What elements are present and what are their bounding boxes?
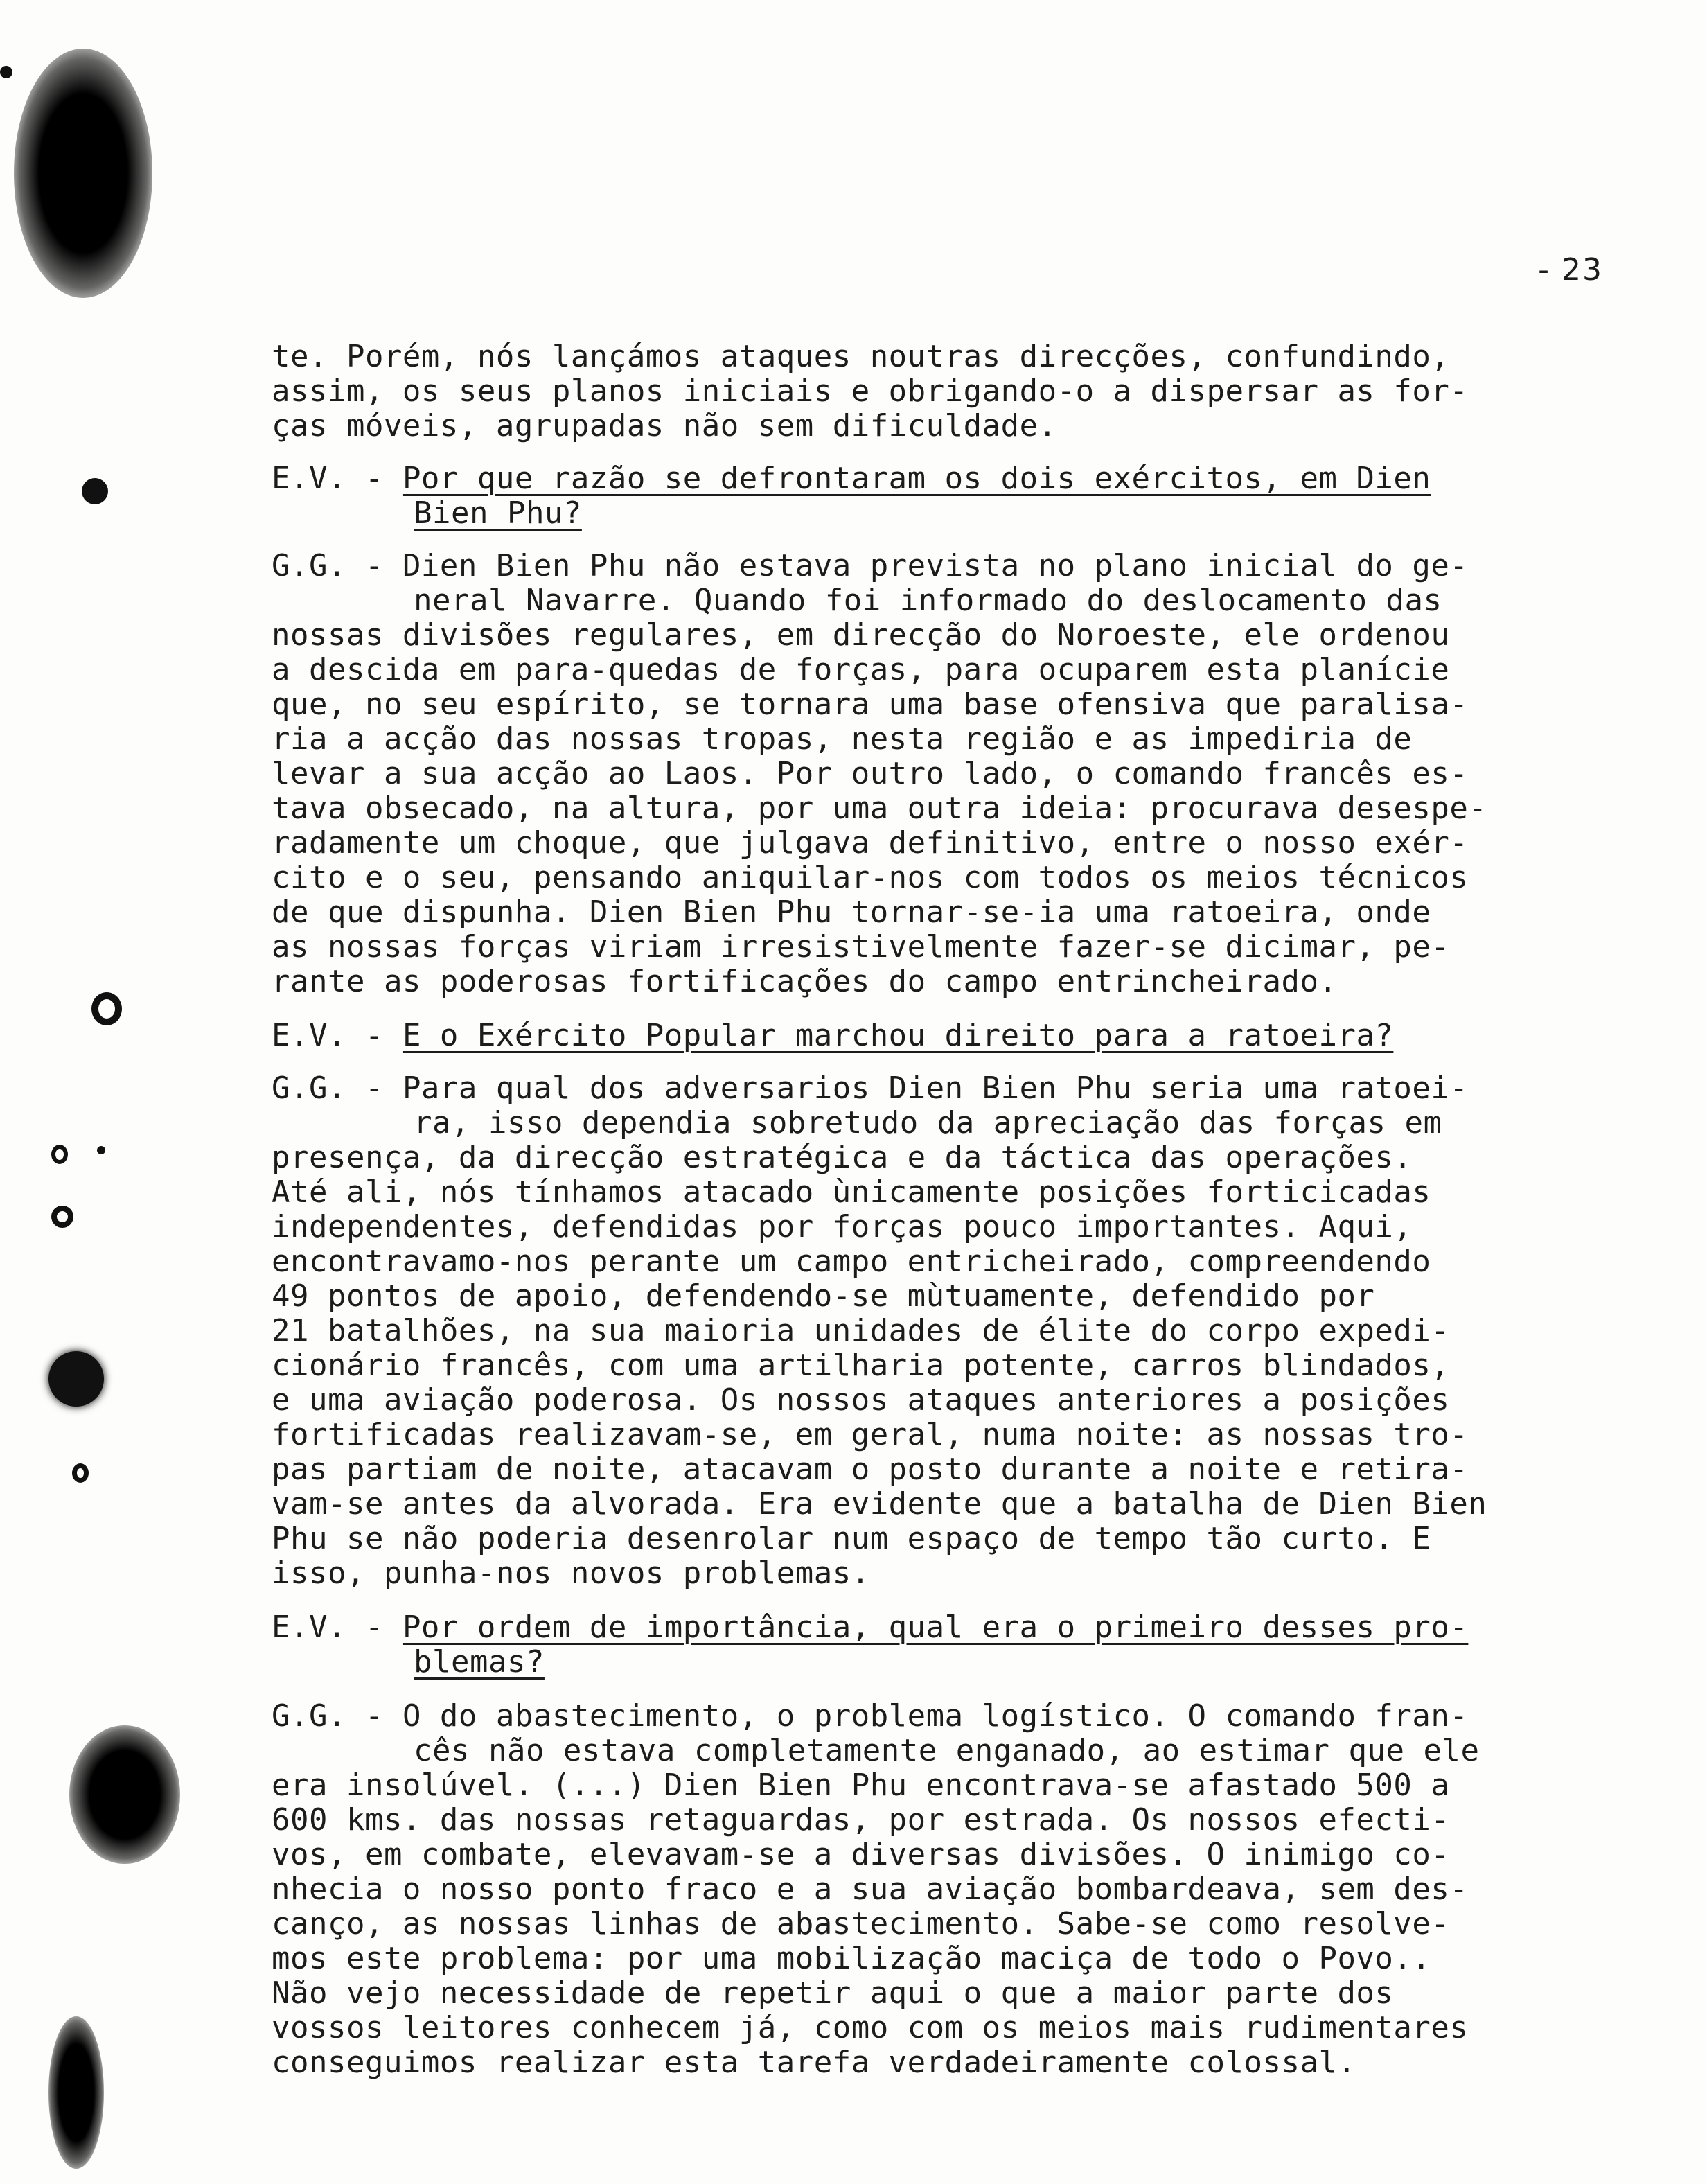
- text-line: as nossas forças viriam irresistivelmente fazer-se dicimar, pe-: [272, 929, 1450, 965]
- ink-blot: [48, 2016, 104, 2169]
- answer-text: Dien Bien Phu não estava prevista no plano inicial do ge-: [402, 548, 1469, 583]
- text-line: cês não estava completamente enganado, ao estimar que ele: [414, 1733, 1480, 1768]
- ink-blot: [14, 49, 152, 298]
- text-line: ças móveis, agrupadas não sem dificuldade.: [272, 408, 1057, 443]
- text-line: rante as poderosas fortificações do campo entrincheirado.: [272, 964, 1338, 999]
- question-text: Por que razão se defrontaram os dois exércitos, em Dien: [402, 461, 1431, 496]
- text-line: nossas divisões regulares, em direcção do Noroeste, ele ordenou: [272, 617, 1450, 653]
- answer-1: [272, 549, 1636, 999]
- text-line: e uma aviação poderosa. Os nossos ataques anteriores a posições: [272, 1382, 1450, 1418]
- page-number: - 23: [1538, 252, 1603, 288]
- text-line: 21 batalhões, na sua maioria unidades de élite do corpo expedi-: [272, 1313, 1450, 1348]
- question-text: E o Exército Popular marchou direito para a ratoeira?: [402, 1018, 1394, 1053]
- text-line: neral Navarre. Quando foi informado do deslocamento das: [414, 583, 1442, 618]
- text-line: que, no seu espírito, se tornara uma base ofensiva que paralisa-: [272, 687, 1469, 722]
- text-line: isso, punha-nos novos problemas.: [272, 1556, 870, 1591]
- ink-blot: [69, 1725, 180, 1864]
- text-line: nhecia o nosso ponto fraco e a sua aviação bombardeava, sem des-: [272, 1872, 1469, 1907]
- question-2: [272, 1019, 1636, 1053]
- respondent-label: G.G. -: [272, 1698, 403, 1734]
- text-line: encontravamo-nos perante um campo entricheirado, compreendendo: [272, 1244, 1431, 1279]
- text-line: assim, os seus planos iniciais e obrigando-o a dispersar as for-: [272, 373, 1469, 409]
- text-line: vam-se antes da alvorada. Era evidente que a batalha de Dien Bien: [272, 1486, 1487, 1522]
- text-line: de que dispunha. Dien Bien Phu tornar-se-ia uma ratoeira, onde: [272, 895, 1431, 930]
- question-text: blemas?: [414, 1644, 545, 1680]
- question-text: Por ordem de importância, qual era o primeiro desses pro-: [402, 1610, 1469, 1645]
- interviewer-label: E.V. -: [272, 1610, 403, 1645]
- answer-text: Para qual dos adversarios Dien Bien Phu seria uma ratoei-: [402, 1071, 1469, 1106]
- text-line: a descida em para-quedas de forças, para ocuparem esta planície: [272, 652, 1450, 687]
- text-line: te. Porém, nós lançámos ataques noutras direcções, confundindo,: [272, 339, 1450, 374]
- interviewer-label: E.V. -: [272, 1018, 403, 1053]
- question-1: [272, 461, 1636, 531]
- text-line: 600 kms. das nossas retaguardas, por estrada. Os nossos efecti-: [272, 1802, 1450, 1838]
- answer-2: [272, 1071, 1636, 1591]
- question-text: Bien Phu?: [414, 495, 582, 531]
- interviewer-label: E.V. -: [272, 461, 403, 496]
- binder-hole: [51, 1145, 68, 1164]
- text-line: era insolúvel. (...) Dien Bien Phu encontrava-se afastado 500 a: [272, 1768, 1450, 1803]
- text-line: tava obsecado, na altura, por uma outra ideia: procurava desespe-: [272, 791, 1487, 826]
- text-line: canço, as nossas linhas de abastecimento. Sabe-se como resolve-: [272, 1906, 1450, 1941]
- binder-hole: [97, 1146, 105, 1154]
- intro-paragraph: [272, 340, 1636, 443]
- binder-hole: [82, 478, 108, 504]
- answer-text: O do abastecimento, o problema logístico. O comando fran-: [402, 1698, 1469, 1734]
- text-line: vos, em combate, elevavam-se a diversas divisões. O inimigo co-: [272, 1837, 1450, 1872]
- respondent-label: G.G. -: [272, 1071, 403, 1106]
- text-line: Até ali, nós tínhamos atacado ùnicamente posições forticicadas: [272, 1174, 1431, 1210]
- text-line: levar a sua acção ao Laos. Por outro lado, o comando francês es-: [272, 756, 1469, 791]
- text-line: 49 pontos de apoio, defendendo-se mùtuamente, defendido por: [272, 1278, 1375, 1314]
- binder-hole: [91, 992, 122, 1025]
- text-line: ria a acção das nossas tropas, nesta região e as impediria de: [272, 721, 1413, 757]
- text-line: conseguimos realizar esta tarefa verdadeiramente colossal.: [272, 2045, 1356, 2080]
- text-line: fortificadas realizavam-se, em geral, numa noite: as nossas tro-: [272, 1417, 1469, 1452]
- binder-hole: [0, 66, 12, 78]
- binder-hole: [51, 1206, 73, 1228]
- text-line: Não vejo necessidade de repetir aqui o que a maior parte dos: [272, 1975, 1394, 2011]
- text-line: cionário francês, com uma artilharia potente, carros blindados,: [272, 1348, 1450, 1383]
- text-line: mos este problema: por uma mobilização maciça de todo o Povo..: [272, 1941, 1431, 1976]
- text-line: vossos leitores conhecem já, como com os meios mais rudimentares: [272, 2010, 1469, 2045]
- answer-3: [272, 1699, 1636, 2080]
- respondent-label: G.G. -: [272, 548, 403, 583]
- binder-hole: [48, 1351, 104, 1407]
- text-line: presença, da direcção estratégica e da táctica das operações.: [272, 1140, 1413, 1175]
- text-line: independentes, defendidas por forças pouco importantes. Aqui,: [272, 1209, 1413, 1244]
- text-line: radamente um choque, que julgava definitivo, entre o nosso exér-: [272, 825, 1469, 861]
- text-line: ra, isso dependia sobretudo da apreciação das forças em: [414, 1105, 1442, 1141]
- text-line: Phu se não poderia desenrolar num espaço de tempo tão curto. E: [272, 1521, 1431, 1556]
- binder-hole: [72, 1463, 89, 1483]
- question-3: [272, 1610, 1636, 1680]
- text-line: pas partiam de noite, atacavam o posto durante a noite e retira-: [272, 1452, 1469, 1487]
- text-line: cito e o seu, pensando aniquilar-nos com todos os meios técnicos: [272, 860, 1469, 895]
